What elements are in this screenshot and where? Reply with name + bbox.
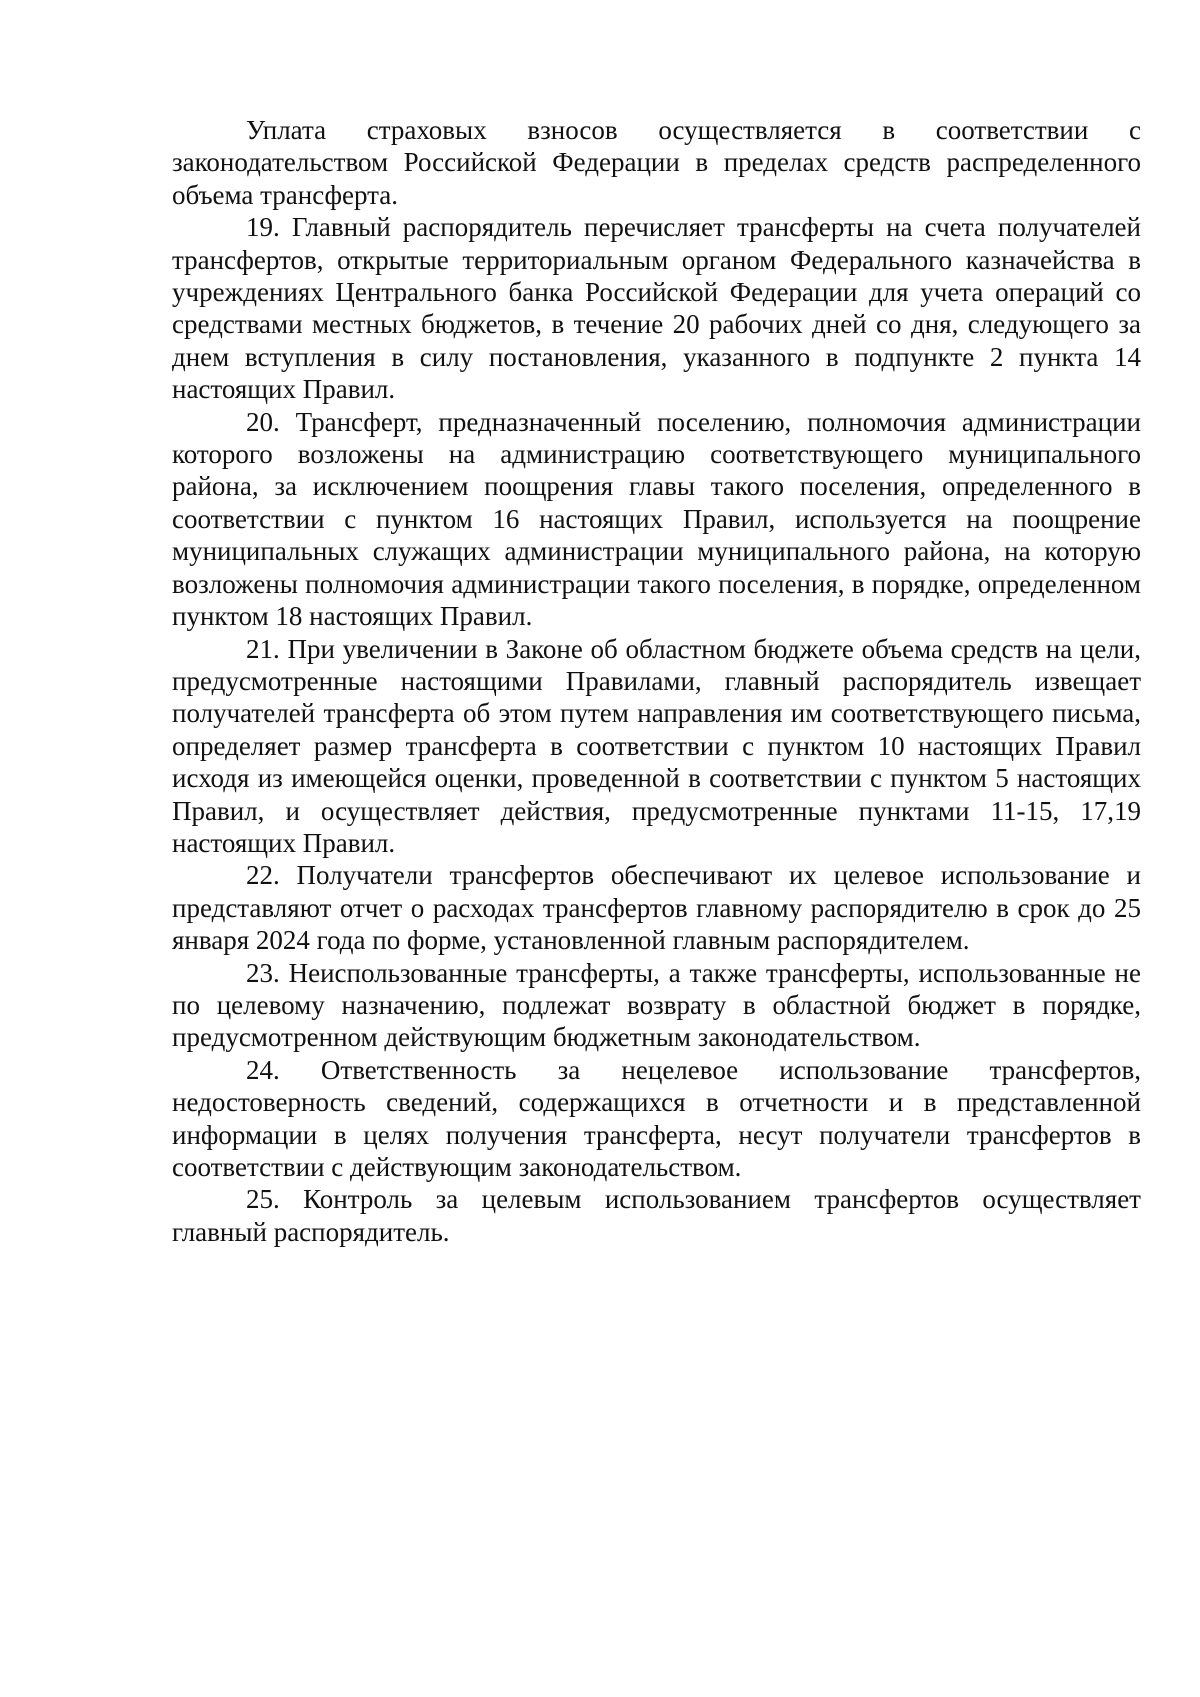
paragraph-20: 20. Трансферт, предназначенный поселению, полномочия администрации которого возложены на администрацию соответствующего муниципального района, за исключением поощрения главы такого поселения, определенного в соответствии с пунктом 16 настоящих Правил, используется на поощрение муниципальных служащих администрации муниципального района, на которую возложены полномочия администрации такого поселения, в порядке, определенном пунктом 18 настоящих Правил. — [172, 406, 1141, 632]
document-body — [172, 114, 1141, 1248]
paragraph-21: 21. При увеличении в Законе об областном бюджете объема средств на цели, предусмотренные настоящими Правилами, главный распорядитель извещает получателей трансферта об этом путем направления им соответствующего письма, определяет размер трансферта в соответствии с пунктом 10 настоящих Правил исходя из имеющейся оценки, проведенной в соответствии с пунктом 5 настоящих Правил, и осуществляет действия, предусмотренные пунктами 11-15, 17,19 настоящих Правил. — [172, 633, 1141, 858]
paragraph-insurance-payments: Уплата страховых взносов осуществляется в соответствии с законодательством Российской Федерации в пределах средств распределенного объема трансферта. — [172, 115, 1141, 210]
paragraph-24: 24. Ответственность за нецелевое использование трансфертов, недостоверность сведений, содержащихся в отчетности и в представленной информации в целях получения трансферта, несут получатели трансфертов в соответствии с действующим законодательством. — [172, 1054, 1141, 1182]
paragraph-22: 22. Получатели трансфертов обеспечивают их целевое использование и представляют отчет о расходах трансфертов главному распорядителю в срок до 25 января 2024 года по форме, установленной главным распорядителем. — [172, 860, 1141, 956]
paragraph-25: 25. Контроль за целевым использованием трансфертов осуществляет главный распорядитель. — [172, 1184, 1141, 1247]
paragraph-23: 23. Неиспользованные трансферты, а также трансферты, использованные не по целевому назначению, подлежат возврату в областной бюджет в порядке, предусмотренном действующим бюджетным законодательством. — [172, 957, 1141, 1053]
paragraph-19: 19. Главный распорядитель перечисляет трансферты на счета получателей трансфертов, открытые территориальным органом Федерального казначейства в учреждениях Центрального банка Российской Федерации для учета операций со средствами местных бюджетов, в течение 20 рабочих дней со дня, следующего за днем вступления в силу постановления, указанного в подпункте 2 пункта 14 настоящих Правил. — [172, 212, 1141, 405]
